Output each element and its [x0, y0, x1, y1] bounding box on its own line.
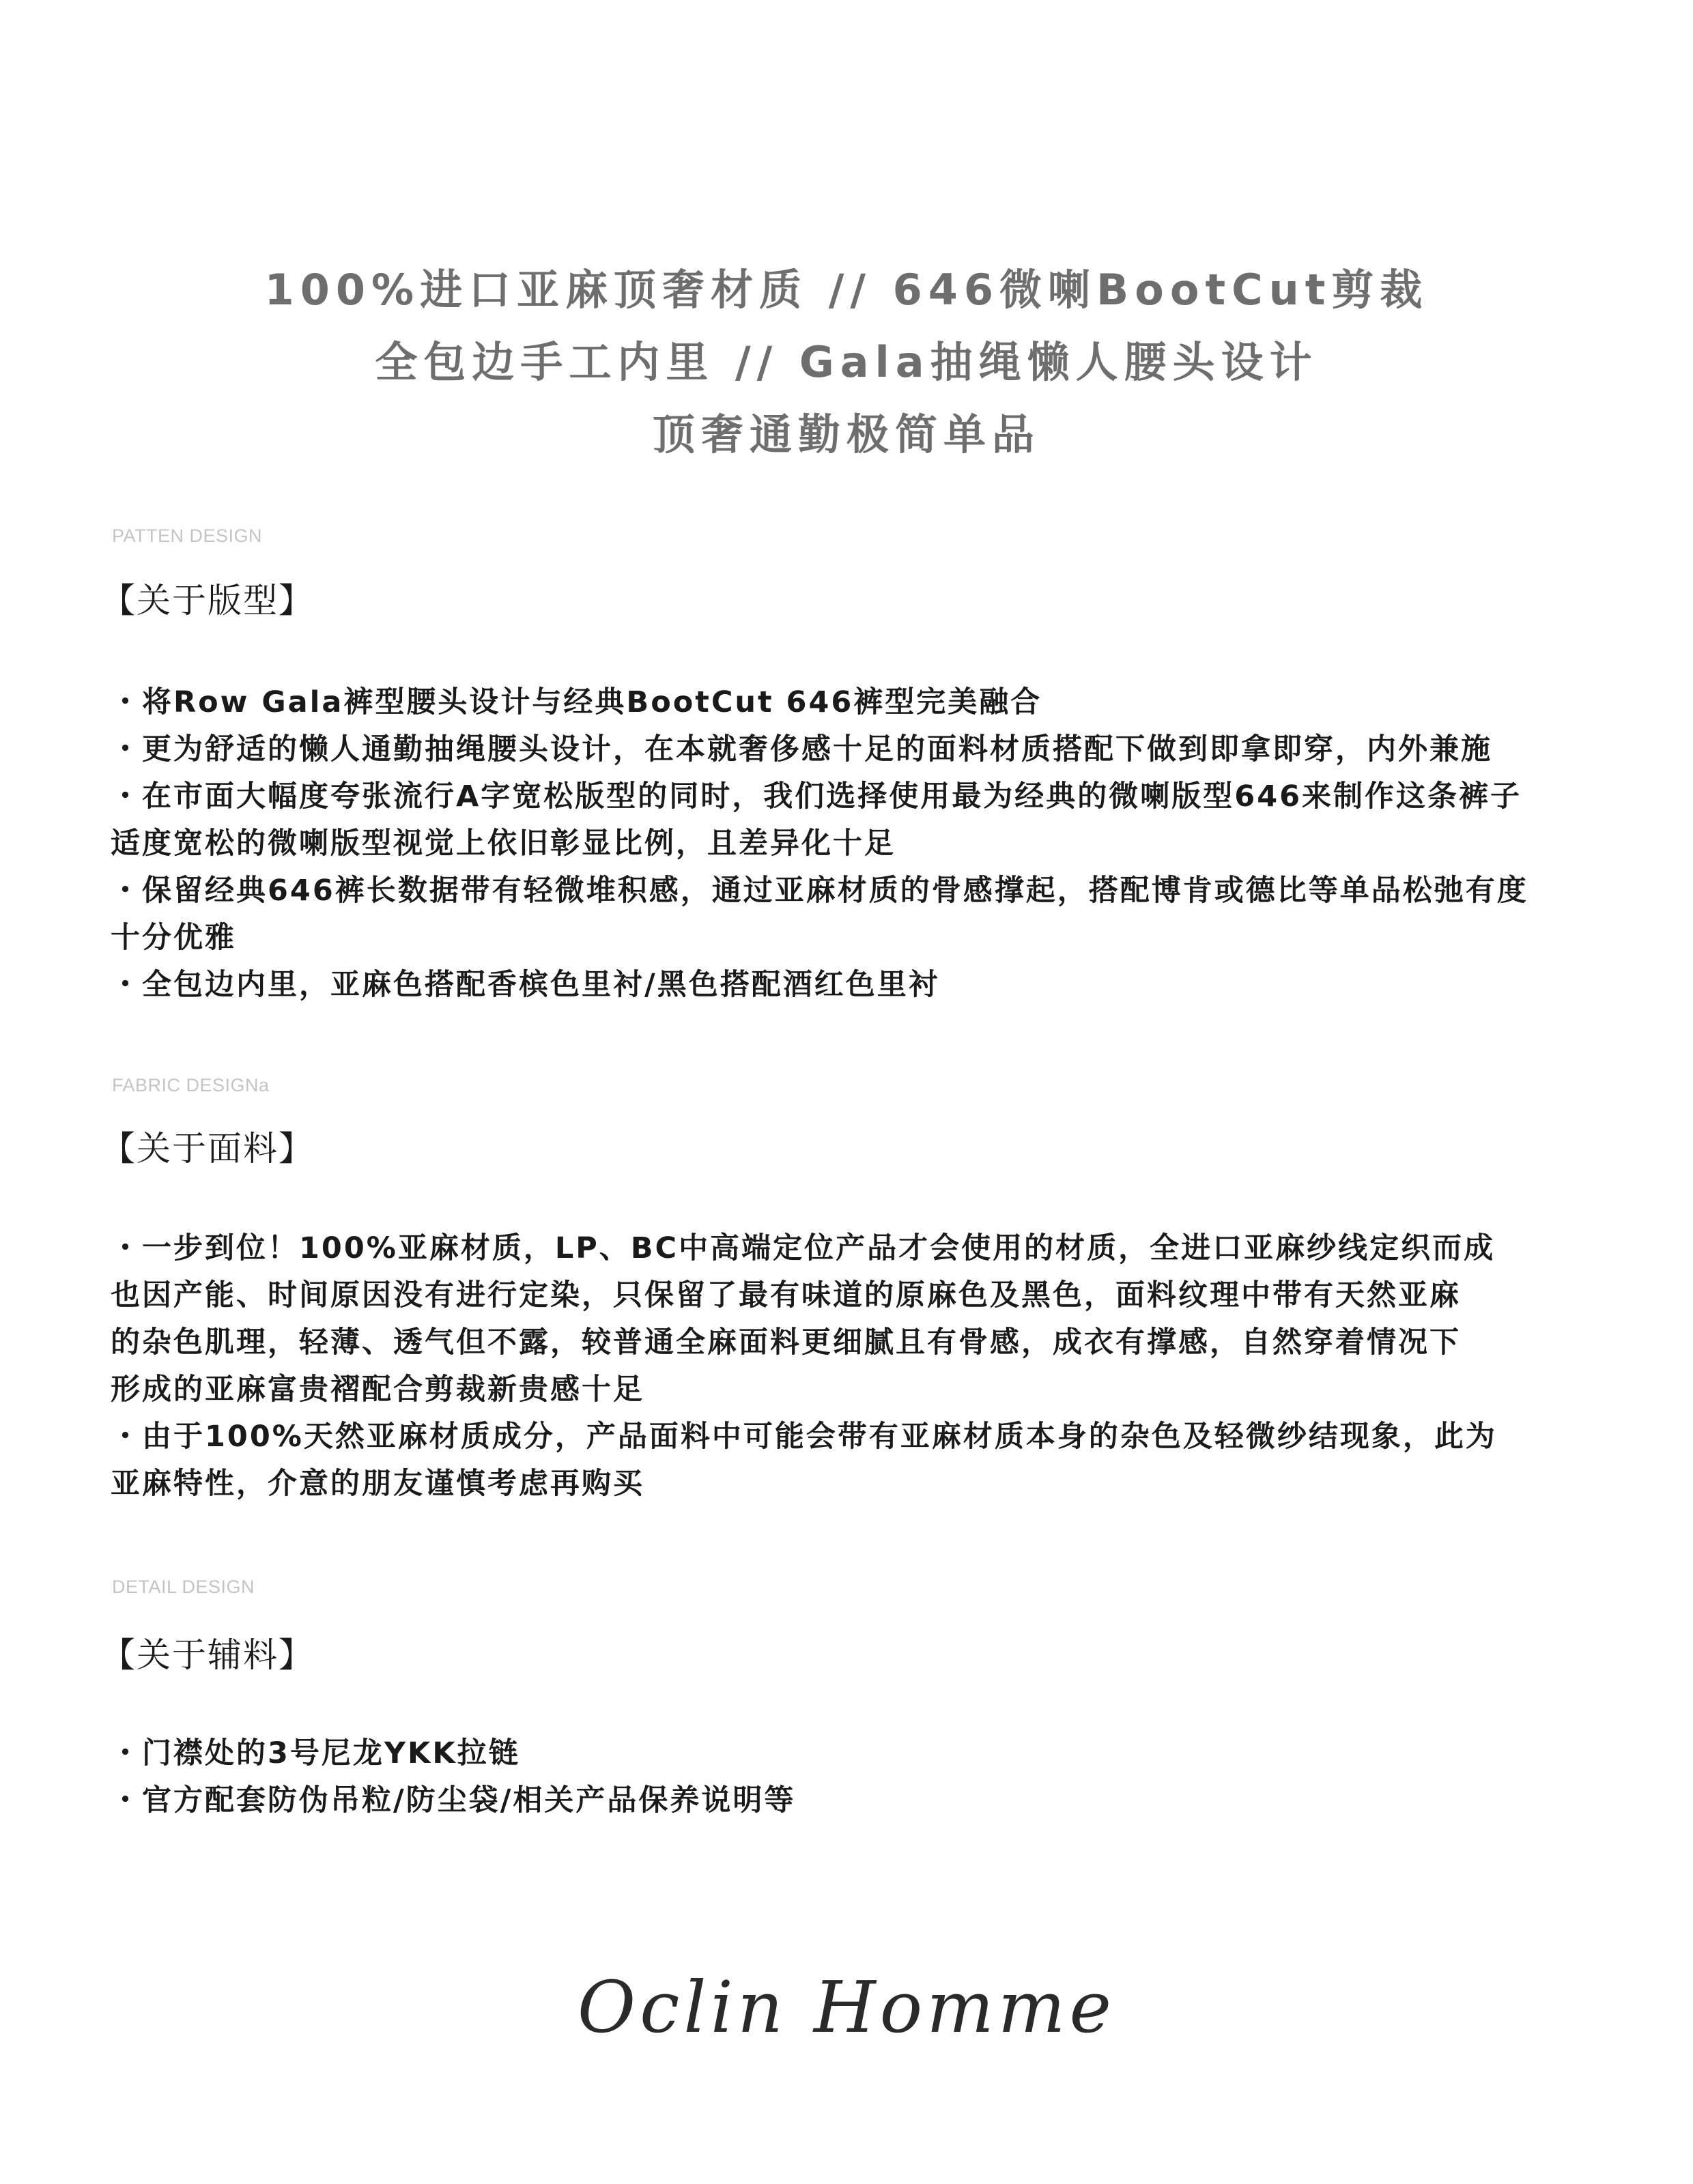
- pattern-line: ・将Row Gala裤型腰头设计与经典BootCut 646裤型完美融合: [111, 685, 1042, 719]
- fabric-section-en-label: FABRIC DESIGNa: [112, 1075, 270, 1095]
- pattern-section-en-label: PATTEN DESIGN: [112, 526, 263, 546]
- pattern-section-title: 【关于版型】: [101, 581, 314, 620]
- pattern-line: 适度宽松的微喇版型视觉上依旧彰显比例，且差异化十足: [111, 827, 896, 861]
- fabric-section-body: [111, 1225, 1653, 1508]
- pattern-section-body: [111, 679, 1653, 1009]
- headline-line-3: 顶奢通勤极简单品: [652, 410, 1040, 459]
- fabric-line: 也因产能、时间原因没有进行定染，只保留了最有味道的原麻色及黑色，面料纹理中带有天然亚麻: [111, 1278, 1461, 1312]
- headline-line-2: 全包边手工内里 // Gala抽绳懒人腰头设计: [375, 337, 1318, 387]
- pattern-line: ・保留经典646裤长数据带有轻微堆积感，通过亚麻材质的骨感撑起，搭配博肯或德比等单品松弛有度: [111, 874, 1528, 908]
- fabric-section-title: 【关于面料】: [101, 1129, 314, 1168]
- fabric-line: ・一步到位！100%亚麻材质，LP、BC中高端定位产品才会使用的材质，全进口亚麻纱线定织而成: [111, 1231, 1496, 1265]
- detail-section-body: [111, 1730, 1653, 1824]
- detail-section-en-label: DETAIL DESIGN: [112, 1577, 255, 1597]
- pattern-line: ・全包边内里，亚麻色搭配香槟色里衬/黑色搭配酒红色里衬: [111, 968, 940, 1002]
- pattern-line: 十分优雅: [111, 921, 236, 955]
- detail-line: ・官方配套防伪吊粒/防尘袋/相关产品保养说明等: [111, 1783, 796, 1817]
- headline: [0, 254, 1693, 471]
- pattern-line: ・更为舒适的懒人通勤抽绳腰头设计，在本就奢侈感十足的面料材质搭配下做到即拿即穿，内外兼施: [111, 732, 1492, 766]
- detail-section-title: 【关于辅料】: [101, 1635, 314, 1675]
- fabric-line: 形成的亚麻富贵褶配合剪裁新贵感十足: [111, 1373, 644, 1407]
- fabric-line: ・由于100%天然亚麻材质成分，产品面料中可能会带有亚麻材质本身的杂色及轻微纱结现象，此为: [111, 1420, 1497, 1454]
- fabric-line: 的杂色肌理，轻薄、透气但不露，较普通全麻面料更细腻且有骨感，成衣有撑感，自然穿着情况下: [111, 1325, 1461, 1360]
- pattern-line: ・在市面大幅度夸张流行A字宽松版型的同时，我们选择使用最为经典的微喇版型646来制作这条裤子: [111, 779, 1522, 814]
- headline-line-1: 100%进口亚麻顶奢材质 // 646微喇BootCut剪裁: [264, 265, 1429, 315]
- detail-line: ・门襟处的3号尼龙YKK拉链: [111, 1736, 520, 1770]
- brand-logo: Oclin Homme: [577, 1966, 1116, 2049]
- fabric-line: 亚麻特性，介意的朋友谨慎考虑再购买: [111, 1467, 644, 1501]
